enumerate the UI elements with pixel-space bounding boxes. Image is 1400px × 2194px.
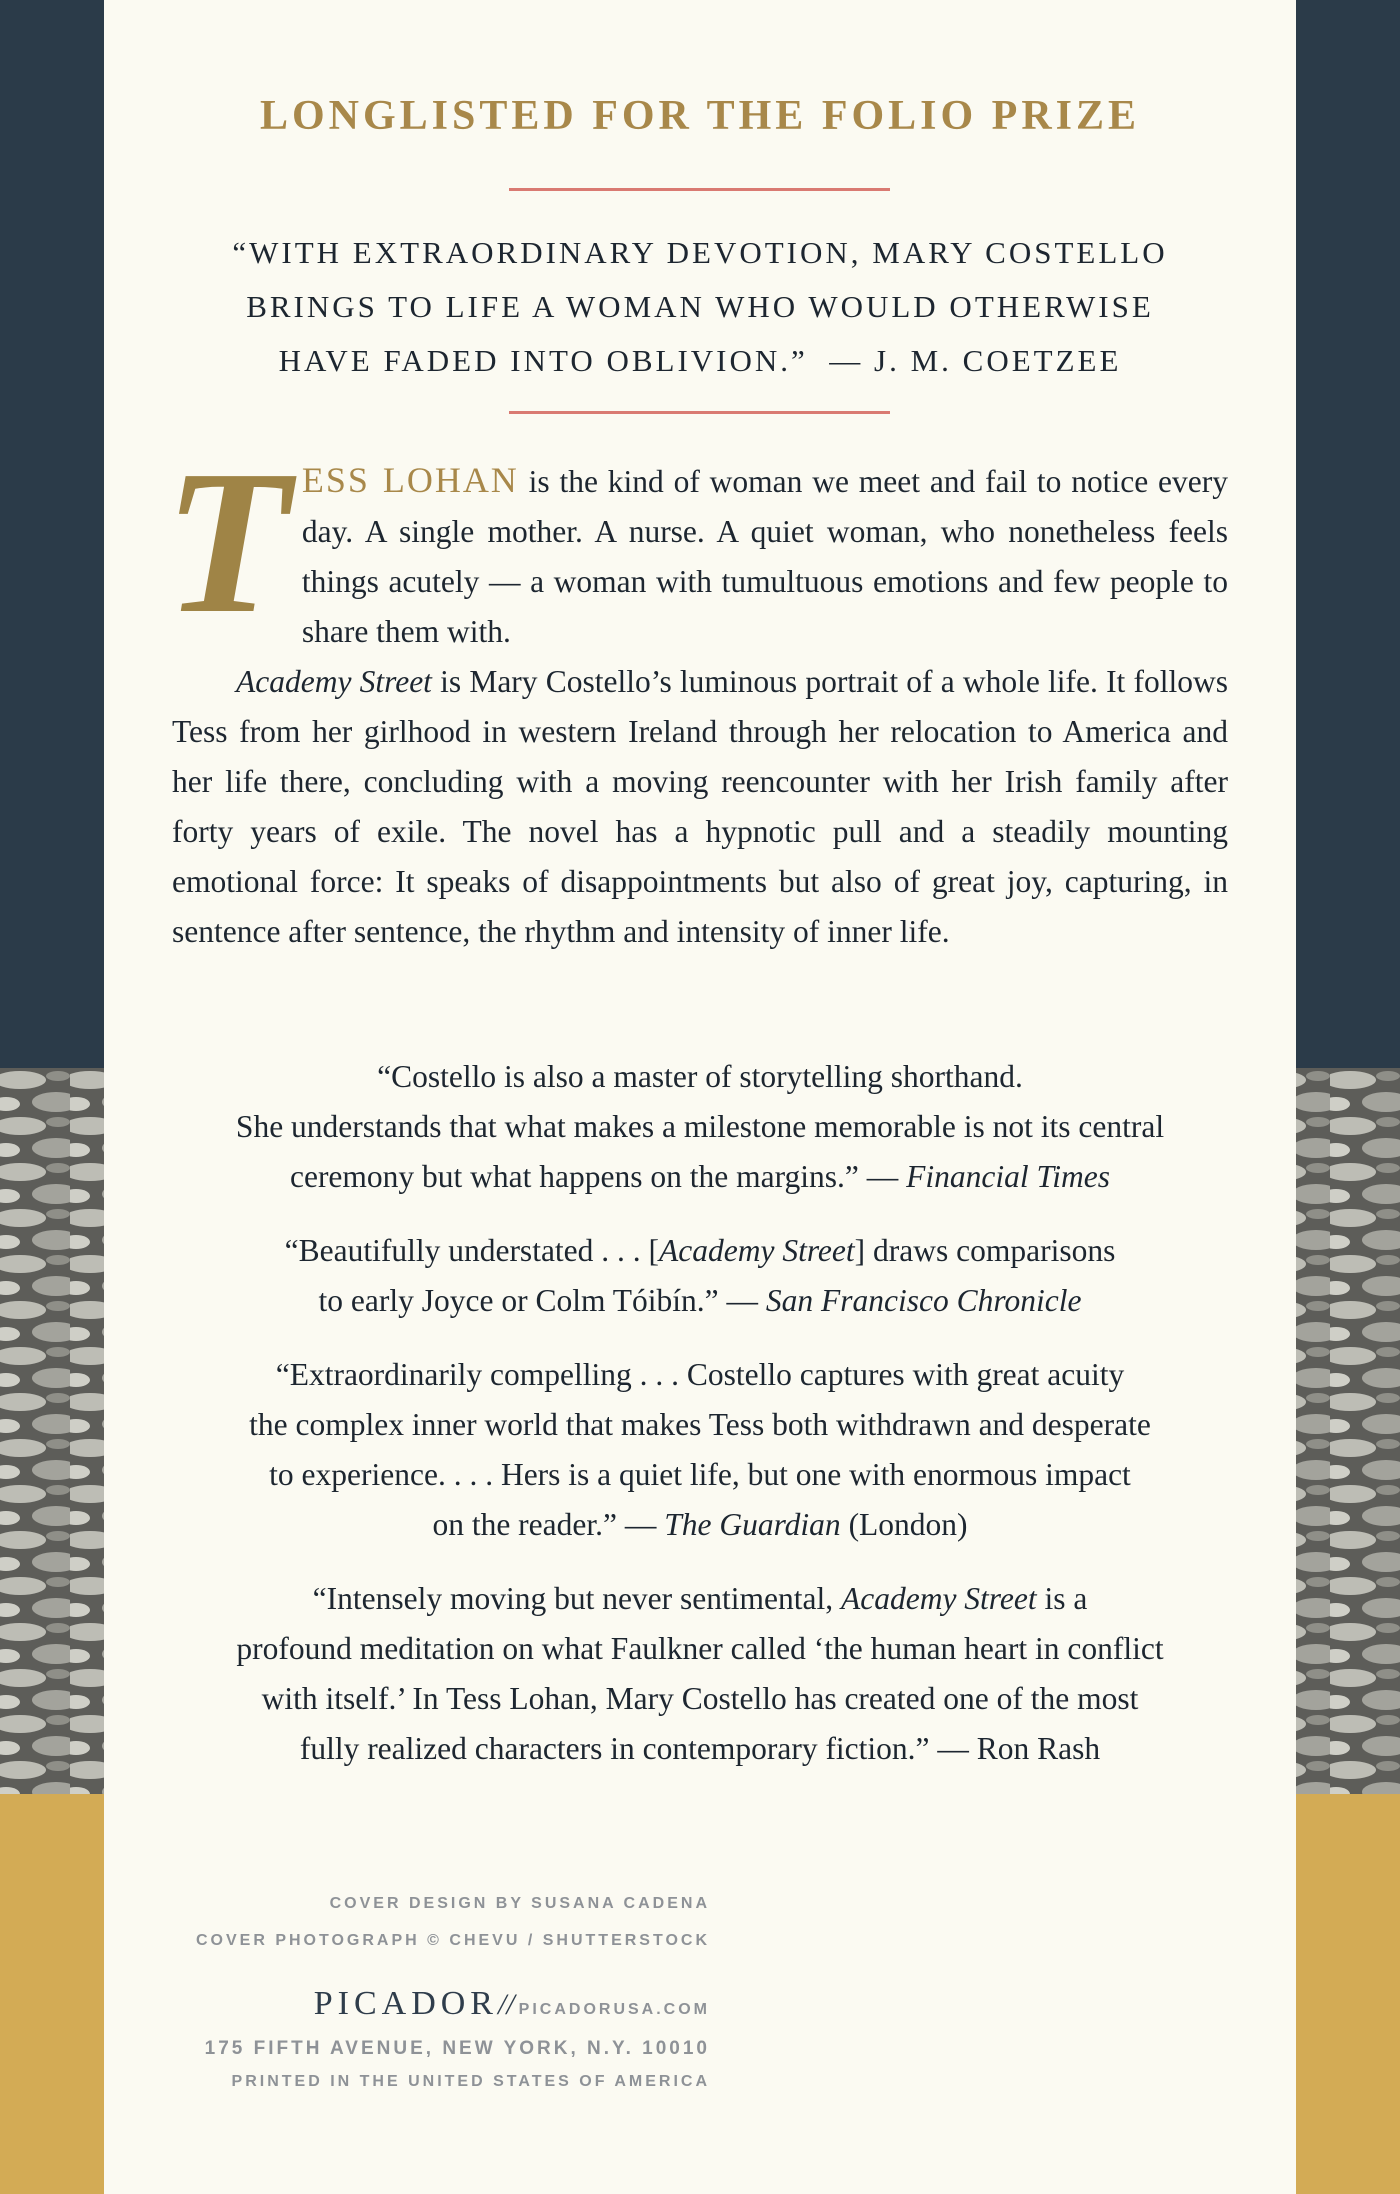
publisher-url: PICADORUSA.COM <box>518 2001 710 2018</box>
review-source: Financial Times <box>906 1159 1111 1194</box>
drop-cap: T <box>164 427 290 656</box>
review-source: — Ron Rash <box>929 1731 1101 1766</box>
coetzee-quote-line: “WITH EXTRAORDINARY DEVOTION, MARY COSTELLO <box>232 235 1168 270</box>
review-the-guardian: “Extraordinarily compelling . . . Costello captures with great acuity the complex inner world that makes Tess both withdrawn and desperate to experience. . . . Hers is a quiet life, but one with enormous impact on the reader.” — The Guardian (London) <box>249 1357 1151 1542</box>
review-financial-times: “Costello is also a master of storytelling shorthand. She understands that what makes a milestone memorable is not its central ceremony but what happens on the margins.” — Financial Times <box>235 1059 1165 1194</box>
review-ron-rash: “Intensely moving but never sentimental, Academy Street is a profound meditation on what Faulkner called ‘the human heart in conflict with itself.’ In Tess Lohan, Mary Costello has created one of the most fully realized characters in contemporary fiction.” — Ron Rash <box>236 1581 1164 1766</box>
publisher-name: PICADOR <box>313 1985 498 2022</box>
coetzee-quote-line: BRINGS TO LIFE A WOMAN WHO WOULD OTHERWISE <box>246 289 1154 324</box>
review-quotes <box>144 1052 1256 1798</box>
protagonist-name: ESS LOHAN <box>301 460 519 500</box>
coetzee-quote <box>144 226 1256 388</box>
description-paragraph: TESS LOHAN is the kind of woman we meet and fail to notice every day. A single mother. A nurse. A quiet woman, who nonetheless feels things acutely — a woman with tumultuous emotions and few people to share them with. <box>164 427 1228 656</box>
book-title: Academy Street <box>236 664 432 699</box>
bottom-divider <box>509 411 890 414</box>
prize-heading: LONGLISTED FOR THE FOLIO PRIZE <box>259 93 1141 139</box>
book-description <box>164 427 1228 957</box>
cover-credits <box>104 1895 710 1969</box>
review-source: San Francisco Chronicle <box>765 1283 1082 1318</box>
coetzee-quote-line: HAVE FADED INTO OBLIVION.” — J. M. COETZEE <box>278 343 1122 378</box>
review-san-francisco-chronicle: “Beautifully understated . . . [Academy Street] draws comparisons to early Joyce or Colm Tóibín.” — San Francisco Chronicle <box>284 1233 1116 1318</box>
publisher-slashes: // <box>497 1988 515 2021</box>
back-cover-text-panel <box>104 0 1296 2194</box>
publisher-line <box>104 1985 710 2023</box>
top-divider <box>509 188 890 191</box>
coetzee-attribution: — J. M. COETZEE <box>829 343 1122 378</box>
description-paragraph: Academy Street is Mary Costello’s luminous portrait of a whole life. It follows Tess from her girlhood in western Ireland through her relocation to America and her life there, concluding with a moving reencounter with her Irish family after forty years of exile. The novel has a hypnotic pull and a steadily mounting emotional force: It speaks of disappointments but also of great joy, capturing, in sentence after sentence, the rhythm and intensity of inner life. <box>172 664 1228 949</box>
review-source: The Guardian <box>664 1507 841 1542</box>
printed-in-note: PRINTED IN THE UNITED STATES OF AMERICA <box>231 2073 710 2090</box>
cover-design-credit: COVER DESIGN BY SUSANA CADENA <box>329 1895 710 1912</box>
publisher-address: 175 FIFTH AVENUE, NEW YORK, N.Y. 10010 <box>204 2038 710 2059</box>
cover-photo-credit: COVER PHOTOGRAPH © CHEVU / SHUTTERSTOCK <box>195 1932 710 1949</box>
